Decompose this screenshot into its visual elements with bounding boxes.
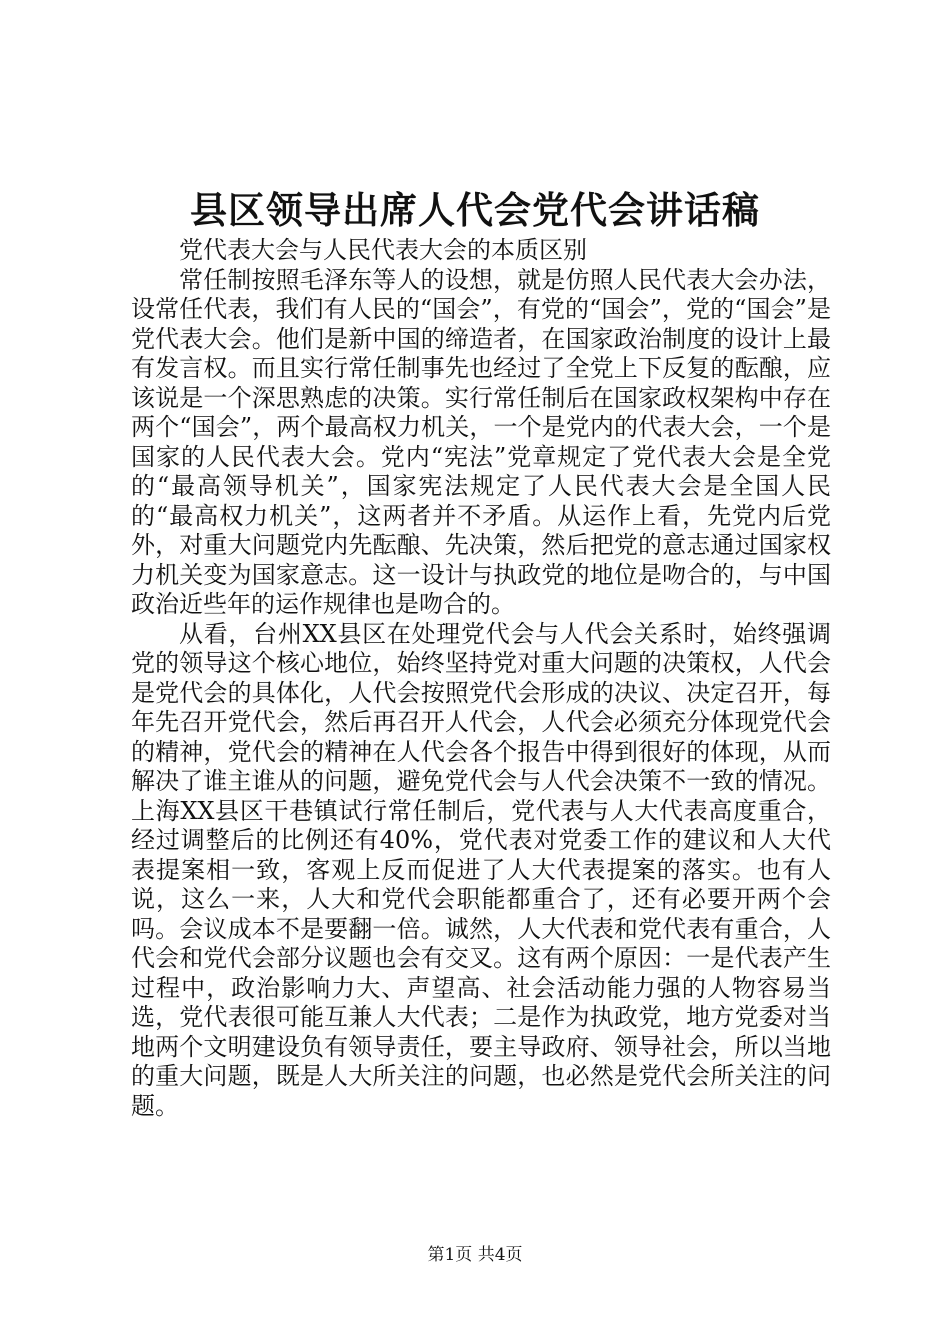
section-heading: 党代表大会与人民代表大会的本质区别 <box>179 236 587 264</box>
document-title: 县区领导出席人代会党代会讲话稿 <box>190 188 760 232</box>
paragraph: 从看，台州XX县区在处理党代会与人代会关系时，始终强调党的领导这个核心地位，始终坚持党对重大问题的决策权，人代会是党代会的具体化，人代会按照党代会形成的决议、决定召开，每年先召开党代会，然后再召开人代会，人代会必须充分体现党代会的精神，党代会的精神在人代会各个报告中得到很好的体现，从而解决了谁主谁从的问题，避免党代会与人代会决策不一致的情况。上海XX县区干巷镇试行常任制后，党代表与人大代表高度重合，经过调整后的比例还有40%，党代表对党委工作的建议和人大代表提案相一致，客观上反而促进了人大代表提案的落实。也有人说，这么一来，人大和党代会职能都重合了，还有必要开两个会吗。会议成本不是要翻一倍。诚然，人大代表和党代表有重合，人代会和党代会部分议题也会有交叉。这有两个原因：一是代表产生过程中，政治影响力大、声望高、社会活动能力强的人物容易当选，党代表很可能互兼人大代表；二是作为执政党，地方党委对当地两个文明建设负有领导责任，要主导政府、领导社会，所以当地的重大问题，既是人大所关注的问题，也必然是党代会所关注的问题。 <box>131 619 831 1120</box>
page-number: 第1页 共4页 <box>427 1245 523 1265</box>
paragraph: 常任制按照毛泽东等人的设想，就是仿照人民代表大会办法，设常任代表，我们有人民的“国会”，有党的“国会”，党的“国会”是党代表大会。他们是新中国的缔造者，在国家政治制度的设计上最有发言权。而且实行常任制事先也经过了全党上下反复的酝酿，应该说是一个深思熟虑的决策。实行常任制后在国家政权架构中存在两个“国会”，两个最高权力机关，一个是党内的代表大会，一个是国家的人民代表大会。党内“宪法”党章规定了党代表大会是全党的“最高领导机关”，国家宪法规定了人民代表大会是全国人民的“最高权力机关”，这两者并不矛盾。从运作上看，先党内后党外，对重大问题党内先酝酿、先决策，然后把党的意志通过国家权力机关变为国家意志。这一设计与执政党的地位是吻合的，与中国政治近些年的运作规律也是吻合的。 <box>131 265 831 618</box>
document-body <box>131 236 831 1121</box>
